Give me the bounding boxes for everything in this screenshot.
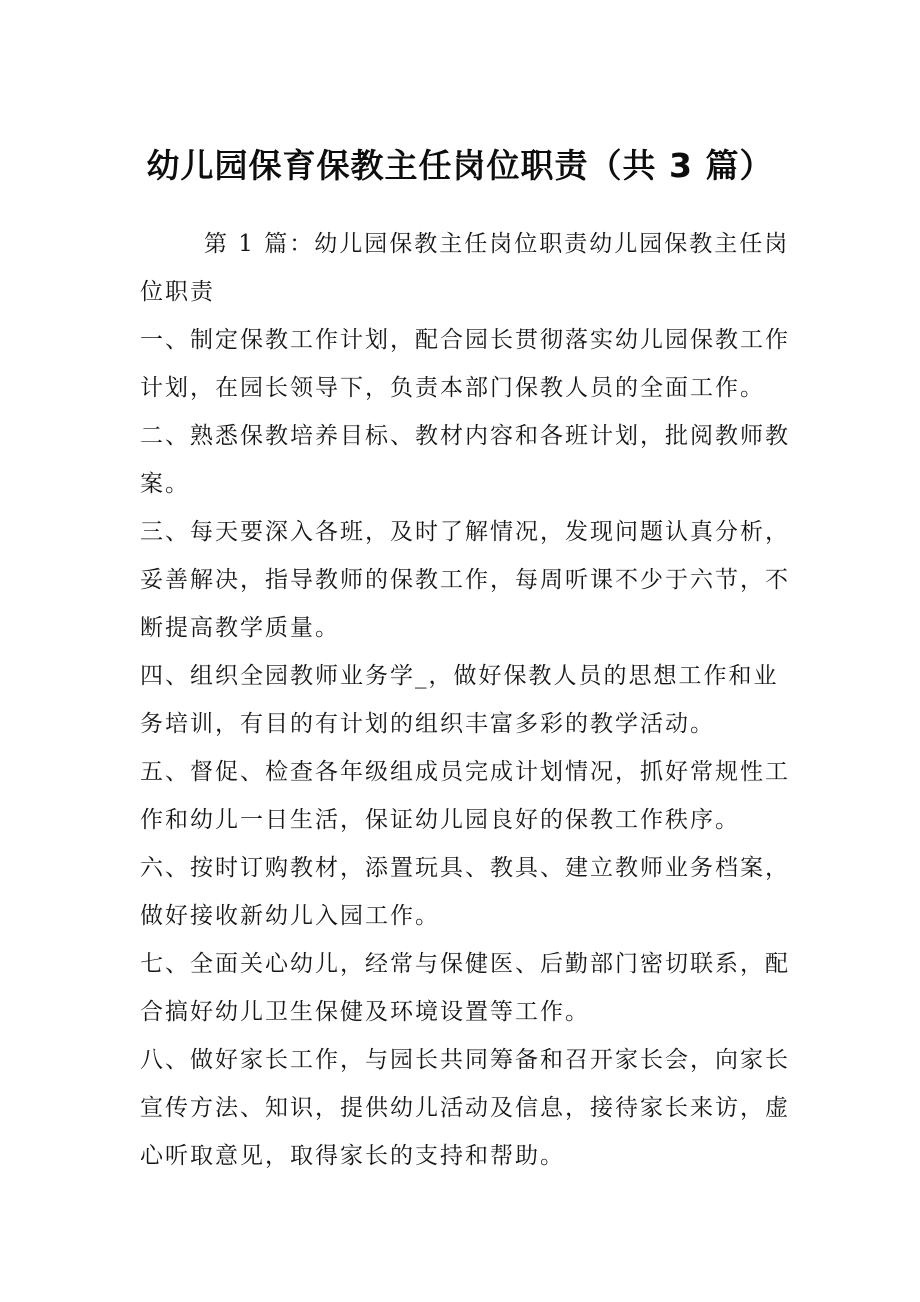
body-line: 八、做好家长工作，与园长共同筹备和召开家长会，向家长 (140, 1047, 790, 1073)
body-line: 断提高教学质量。 (140, 615, 340, 641)
body-line: 三、每天要深入各班，及时了解情况，发现问题认真分析， (140, 519, 790, 545)
body-line: 一、制定保教工作计划，配合园长贯彻落实幼儿园保教工作 (140, 327, 790, 353)
body-line: 七、全面关心幼儿，经常与保健医、后勤部门密切联系，配 (140, 951, 790, 977)
body-line: 五、督促、检查各年级组成员完成计划情况，抓好常规性工 (140, 759, 790, 785)
body-line: 位职责 (140, 279, 215, 305)
body-line: 宣传方法、知识，提供幼儿活动及信息，接待家长来访，虚 (140, 1095, 790, 1121)
body-line: 计划，在园长领导下，负责本部门保教人员的全面工作。 (140, 375, 765, 401)
body-line: 作和幼儿一日生活，保证幼儿园良好的保教工作秩序。 (140, 807, 740, 833)
body-line: 第 1 篇：幼儿园保教主任岗位职责幼儿园保教主任岗 (204, 231, 790, 257)
body-line: 合搞好幼儿卫生保健及环境设置等工作。 (140, 999, 590, 1025)
body-line: 务培训，有目的有计划的组织丰富多彩的教学活动。 (140, 711, 715, 737)
body-line: 做好接收新幼儿入园工作。 (140, 903, 440, 929)
body-line: 四、组织全园教师业务学_，做好保教人员的思想工作和业 (140, 663, 779, 689)
body-line: 二、熟悉保教培养目标、教材内容和各班计划，批阅教师教 (140, 423, 790, 449)
body-line: 六、按时订购教材，添置玩具、教具、建立教师业务档案， (140, 855, 790, 881)
document-body (140, 220, 790, 1180)
body-line: 妥善解决，指导教师的保教工作，每周听课不少于六节，不 (140, 567, 790, 593)
body-line: 心听取意见，取得家长的支持和帮助。 (140, 1143, 565, 1169)
document-title: 幼儿园保育保教主任岗位职责（共 3 篇） (146, 146, 774, 185)
body-line: 案。 (140, 471, 190, 497)
